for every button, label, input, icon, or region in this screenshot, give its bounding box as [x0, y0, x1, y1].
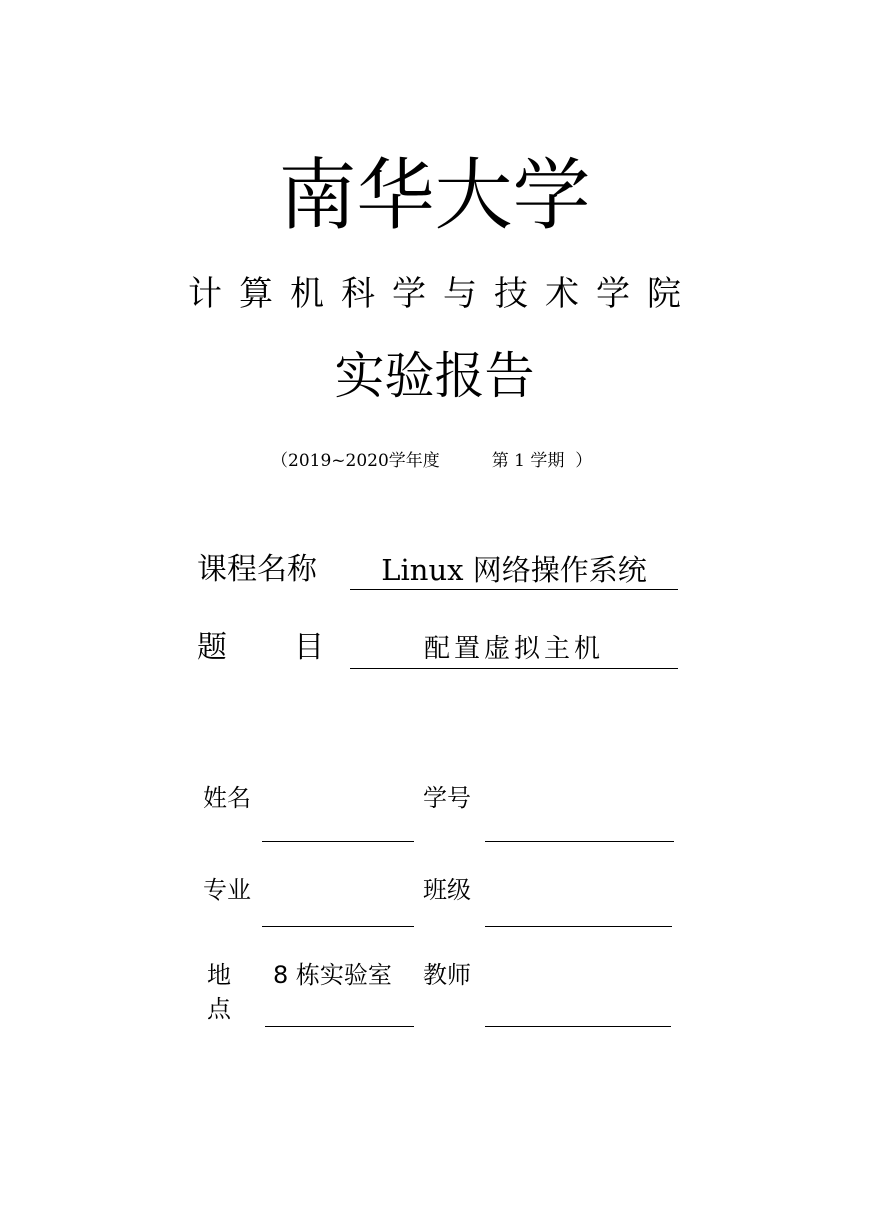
course-name-label: 课程名称 — [197, 552, 317, 587]
student-id-label: 学号 — [423, 784, 471, 812]
course-name-value: Linux 网络操作系统 — [381, 553, 647, 587]
location-value: 8 栋实验室 — [273, 961, 392, 989]
course-name-underline — [350, 589, 678, 590]
class-underline — [485, 926, 672, 927]
location-label-line1: 地 — [207, 961, 231, 989]
term-year-range: 2019~2020 — [288, 451, 389, 471]
student-id-underline — [485, 841, 674, 842]
teacher-underline — [485, 1026, 671, 1027]
teacher-label: 教师 — [423, 961, 471, 989]
name-underline — [262, 841, 414, 842]
major-underline — [262, 926, 414, 927]
location-underline — [265, 1026, 414, 1027]
term-open-paren: （ — [271, 451, 288, 471]
topic-underline — [350, 668, 678, 669]
name-label: 姓名 — [203, 784, 251, 812]
topic-label-char2: 目 — [294, 630, 324, 665]
major-label: 专业 — [203, 876, 251, 904]
academic-term — [271, 450, 592, 472]
university-name: 南华大学 — [278, 151, 591, 241]
topic-label-char1: 题 — [197, 630, 227, 665]
report-title: 实验报告 — [334, 347, 535, 405]
term-year-suffix: 学年度 — [388, 451, 440, 471]
topic-value: 配置虚拟主机 — [423, 634, 604, 664]
college-name: 计算机科学与技术学院 — [188, 274, 698, 314]
class-label: 班级 — [423, 876, 471, 904]
location-label-line2: 点 — [207, 995, 231, 1023]
term-semester: 第 1 学期 — [491, 451, 565, 471]
term-close-paren: ） — [575, 451, 593, 471]
